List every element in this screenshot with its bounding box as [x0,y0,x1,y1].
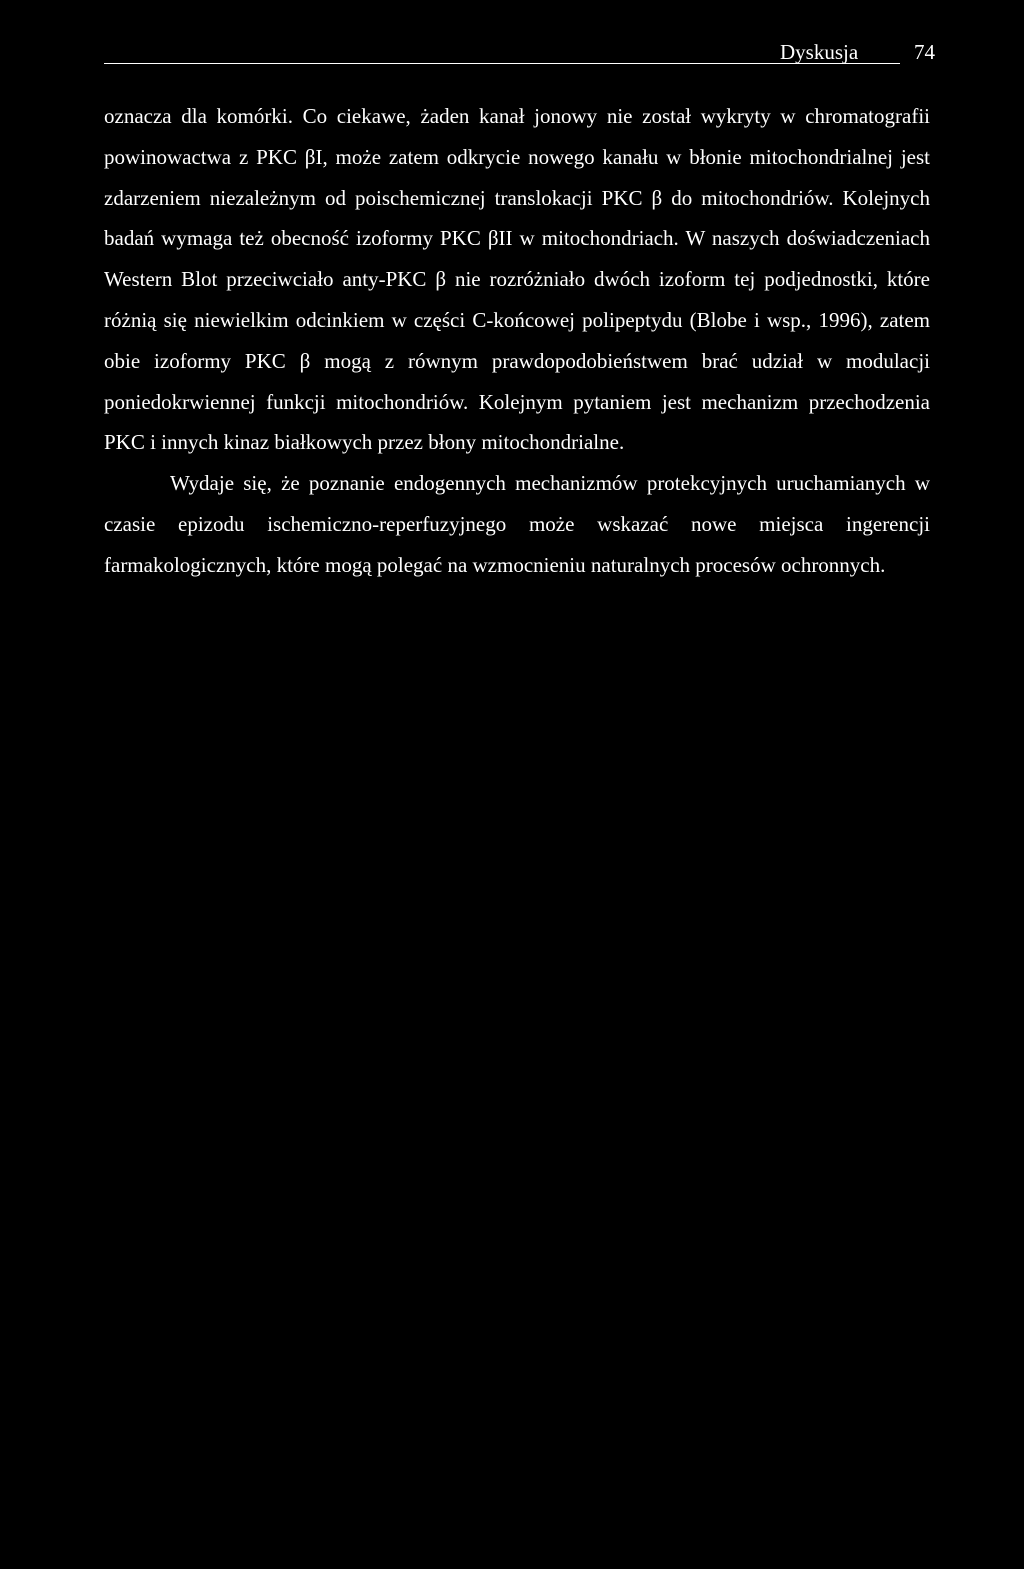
body-text [104,96,930,586]
section-title: Dyskusja [780,40,859,64]
page-header [104,0,935,70]
page-number: 74 [914,40,935,64]
paragraph: oznacza dla komórki. Co ciekawe, żaden kanał jonowy nie został wykryty w chromatografii powinowactwa z PKC βI, może zatem odkrycie nowego kanału w błonie mitochondrialnej jest zdarzeniem niezależnym od poischemicznej translokacji PKC β do mitochondriów. Kolejnych badań wymaga też obecność izoformy PKC βII w mitochondriach. W naszych doświadczeniach Western Blot przeciwciało anty-PKC β nie rozróżniało dwóch izoform tej podjednostki, które różnią się niewielkim odcinkiem w części C-końcowej polipeptydu (Blobe i wsp., 1996), zatem obie izoformy PKC β mogą z równym prawdopodobieństwem brać udział w modulacji poniedokrwiennej funkcji mitochondriów. Kolejnym pytaniem jest mechanizm przechodzenia PKC i innych kinaz białkowych przez błony mitochondrialne. [104,104,930,455]
paragraph: Wydaje się, że poznanie endogennych mechanizmów protekcyjnych uruchamianych w czasie epizodu ischemiczno-reperfuzyjnego może wskazać nowe miejsca ingerencji farmakologicznych, które mogą polegać na wzmocnieniu naturalnych procesów ochronnych. [104,471,930,577]
document-page [104,0,935,577]
